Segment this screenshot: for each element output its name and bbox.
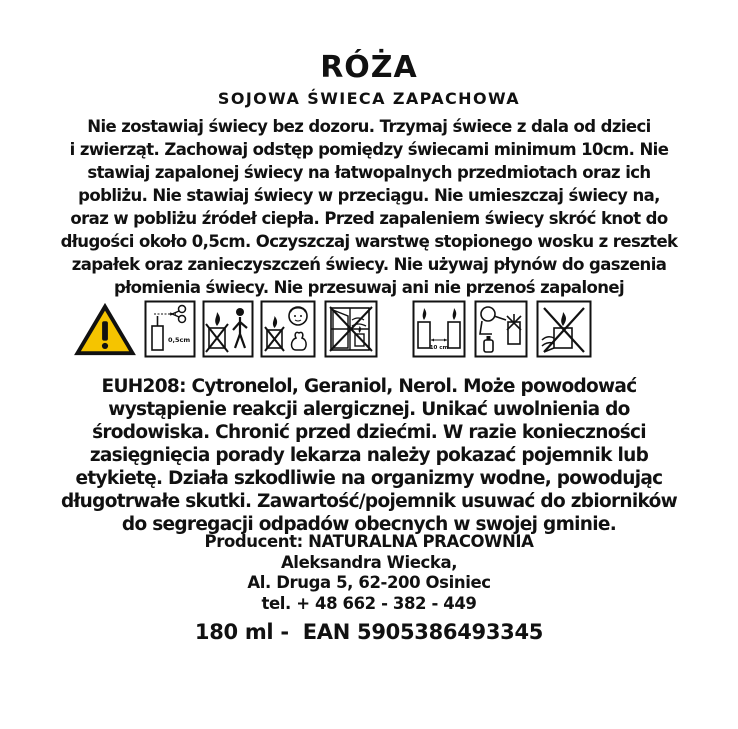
hazard-line: do segregacji odpadów obecnych w swojej gminie. <box>121 514 617 535</box>
producer-line: Al. Druga 5, 62-200 Osiniec <box>247 573 491 592</box>
safety-pictograms <box>70 300 600 362</box>
distance-10cm-icon <box>412 300 466 358</box>
hazard-statement-text <box>40 375 698 536</box>
wick-length-text: 0,5cm <box>168 336 191 344</box>
producer-line: tel. + 48 662 - 382 - 449 <box>261 593 477 613</box>
hazard-line: etykietę. Działa szkodliwie na organizmy wodne, powodując <box>75 468 663 489</box>
do-not-move-icon <box>536 300 592 358</box>
producer-line: Producent: NATURALNA PRACOWNIA <box>204 532 534 551</box>
warning-line: zapałek oraz zanieczyszczeń świecy. Nie używaj płynów do gaszenia <box>71 255 667 274</box>
volume-ean-line: 180 ml - EAN 5905386493345 <box>194 620 544 644</box>
warning-line: i zwierząt. Zachowaj odstęp pomiędzy świecami minimum 10cm. Nie <box>69 140 669 159</box>
warning-triangle-icon <box>70 300 140 358</box>
hazard-line: środowiska. Chronić przed dziećmi. W razie konieczności <box>92 422 646 443</box>
hazard-line: wystąpienie reakcji alergicznej. Unikać uwolnienia do <box>108 399 630 420</box>
no-children-pets-icon <box>260 300 316 358</box>
warning-line: pobliżu. Nie stawiaj świecy w przeciągu. Nie umieszczaj świecy na, <box>78 186 660 205</box>
no-flammable-icon <box>202 300 254 358</box>
safety-warning-text <box>60 115 678 299</box>
warning-line: płomienia świecy. Nie przesuwaj ani nie przenoś zapalonej <box>113 278 625 297</box>
distance-text: 10 cm <box>429 345 449 351</box>
trim-wick-icon <box>144 300 196 358</box>
warning-line: długości około 0,5cm. Oczyszczaj warstwę stopionego wosku z resztek <box>60 232 678 251</box>
hazard-line: długotrwałe skutki. Zawartość/pojemnik usuwać do zbiorników <box>60 491 678 512</box>
product-title: RÓŻA <box>320 50 418 85</box>
warning-line: Nie zostawiaj świecy bez dozoru. Trzymaj świece z dala od dzieci <box>87 117 651 136</box>
product-subtitle: SOJOWA ŚWIECA ZAPACHOWA <box>217 89 521 108</box>
no-liquid-extinguish-icon <box>474 300 528 358</box>
producer-line: Aleksandra Wiecka, <box>280 552 458 572</box>
warning-line: stawiaj zapalonej świecy na łatwopalnych przedmiotach oraz ich <box>87 163 651 182</box>
hazard-line: zasięgnięcia porady lekarza należy pokazać pojemnik lub <box>89 445 649 466</box>
hazard-line: EUH208: Cytronelol, Geraniol, Nerol. Może powodować <box>101 376 637 397</box>
no-draught-icon <box>324 300 378 358</box>
warning-line: oraz w pobliżu źródeł ciepła. Przed zapaleniem świecy skróć knot do <box>70 209 668 228</box>
producer-info <box>140 532 598 614</box>
